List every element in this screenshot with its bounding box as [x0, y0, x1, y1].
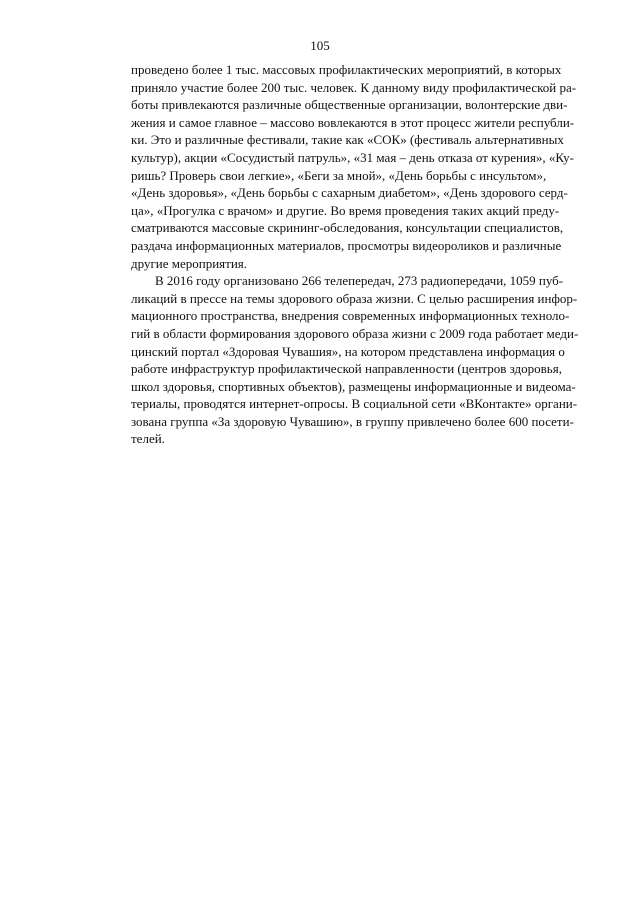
text-line: другие мероприятия. — [131, 255, 248, 271]
text-line: сматриваются массовые скрининг-обследования, консультации специалистов, — [131, 220, 564, 236]
text-line: «День здоровья», «День борьбы с сахарным диабетом», «День здорового серд- — [131, 185, 568, 201]
body-text — [131, 61, 579, 448]
text-line: боты привлекаются различные общественные организации, волонтерские дви- — [131, 97, 568, 113]
text-line: работе инфраструктур профилактической направленности (центров здоровья, — [131, 361, 562, 377]
text-line: ришь? Проверь свои легкие», «Беги за мной», «День борьбы с инсультом», — [131, 167, 547, 183]
text-line: цинский портал «Здоровая Чувашия», на котором представлена информация о — [131, 343, 565, 359]
text-line: зована группа «За здоровую Чувашию», в группу привлечено более 600 посети- — [131, 413, 574, 429]
text-line: школ здоровья, спортивных объектов), размещены информационные и видеома- — [131, 378, 576, 394]
text-line: ки. Это и различные фестивали, такие как «СОК» (фестиваль альтернативных — [131, 132, 564, 148]
text-line: телей. — [131, 431, 165, 447]
text-line: териалы, проводятся интернет-опросы. В социальной сети «ВКонтакте» органи- — [131, 396, 578, 412]
text-line: жения и самое главное – массово вовлекаются в этот процесс жители республи- — [131, 114, 575, 130]
text-line: раздача информационных материалов, просмотры видеороликов и различные — [131, 237, 562, 253]
paragraph — [131, 272, 579, 448]
text-line: приняло участие более 200 тыс. человек. К данному виду профилактической ра- — [131, 79, 577, 95]
text-line: культур), акции «Сосудистый патруль», «31 мая – день отказа от курения», «Ку- — [131, 149, 574, 165]
text-line: проведено более 1 тыс. массовых профилактических мероприятий, в которых — [131, 62, 562, 77]
paragraph — [131, 61, 577, 272]
text-line: мационного пространства, внедрения современных информационных техноло- — [131, 308, 570, 324]
text-line: ликаций в прессе на темы здорового образа жизни. С целью расширения инфор- — [131, 290, 578, 306]
page-number: 105 — [310, 38, 330, 53]
text-line: гий в области формирования здорового образа жизни с 2009 года работает меди- — [131, 325, 579, 341]
text-line: ца», «Прогулка с врачом» и другие. Во время проведения таких акций преду- — [131, 202, 560, 218]
text-line: В 2016 году организовано 266 телепередач, 273 радиопередачи, 1059 пуб- — [155, 273, 564, 289]
